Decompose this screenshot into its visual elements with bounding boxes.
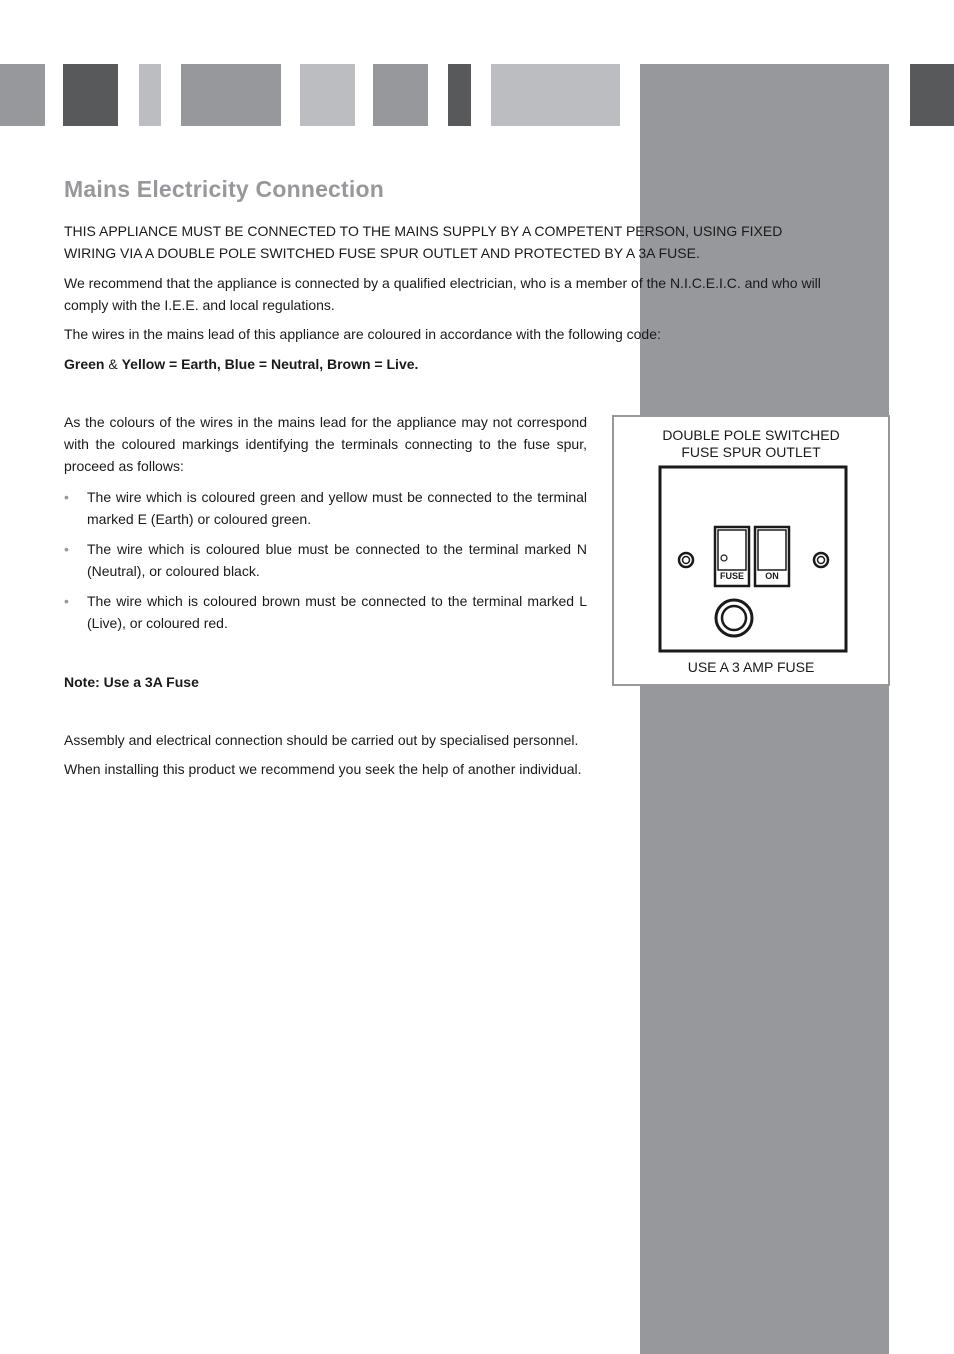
installing-text: When installing this product we recommend you seek the help of another individual. [64, 761, 582, 777]
fuse-label: FUSE [719, 571, 744, 581]
header-block [63, 64, 118, 126]
header-block [139, 64, 161, 126]
bullet-icon: • [64, 489, 69, 505]
figure-caption-line1: DOUBLE POLE SWITCHED [662, 427, 840, 443]
list-item: • The wire which is coloured green and yellow must be connected to the terminal marked E (Earth) or coloured green. [64, 486, 587, 530]
proceed-text: As the colours of the wires in the mains lead for the appliance may not correspond with the coloured markings identifying the terminals connecting to the fuse spur, proceed as follows: [64, 414, 587, 474]
fuse-spur-figure [612, 415, 890, 686]
colour-code-text [64, 353, 834, 375]
header-block [181, 64, 281, 126]
figure-bottom-caption: USE A 3 AMP FUSE [687, 659, 815, 675]
header-block [373, 64, 428, 126]
colour-code-amp: & [104, 356, 122, 372]
fuse-spur-outlet-icon [614, 417, 888, 684]
list-item: • The wire which is coloured blue must be connected to the terminal marked N (Neutral), or coloured black. [64, 538, 587, 582]
header-block [448, 64, 471, 126]
header-block [300, 64, 355, 126]
wire-instructions-list [64, 486, 587, 642]
header-block [0, 64, 45, 126]
figure-caption-line2: FUSE SPUR OUTLET [681, 444, 821, 460]
recommend-text: We recommend that the appliance is connected by a qualified electrician, who is a member of the N.I.C.E.I.C. and who will comply with the I.E.E. and local regulations. [64, 275, 821, 313]
warning-text: THIS APPLIANCE MUST BE CONNECTED TO THE MAINS SUPPLY BY A COMPETENT PERSON, USING FIXED WIRING VIA A DOUBLE POLE SWITCHED FUSE SPUR OUTLET AND PROTECTED BY A 3A FUSE. [64, 223, 783, 261]
on-label: ON [765, 571, 779, 581]
list-item: • The wire which is coloured brown must be connected to the terminal marked L (Live), or coloured red. [64, 590, 587, 634]
header-block [491, 64, 620, 126]
colour-code-rest: Yellow = Earth, Blue = Neutral, Brown = Live. [121, 356, 419, 372]
wires-intro-text: The wires in the mains lead of this appliance are coloured in accordance with the following code: [64, 326, 661, 342]
header-block [910, 64, 954, 126]
page-title: Mains Electricity Connection [64, 176, 384, 202]
bullet-icon: • [64, 593, 69, 609]
assembly-text: Assembly and electrical connection should be carried out by specialised personnel. [64, 732, 579, 748]
note-text: Note: Use a 3A Fuse [64, 674, 199, 690]
bullet-icon: • [64, 541, 69, 557]
colour-code-green: Green [64, 356, 105, 372]
